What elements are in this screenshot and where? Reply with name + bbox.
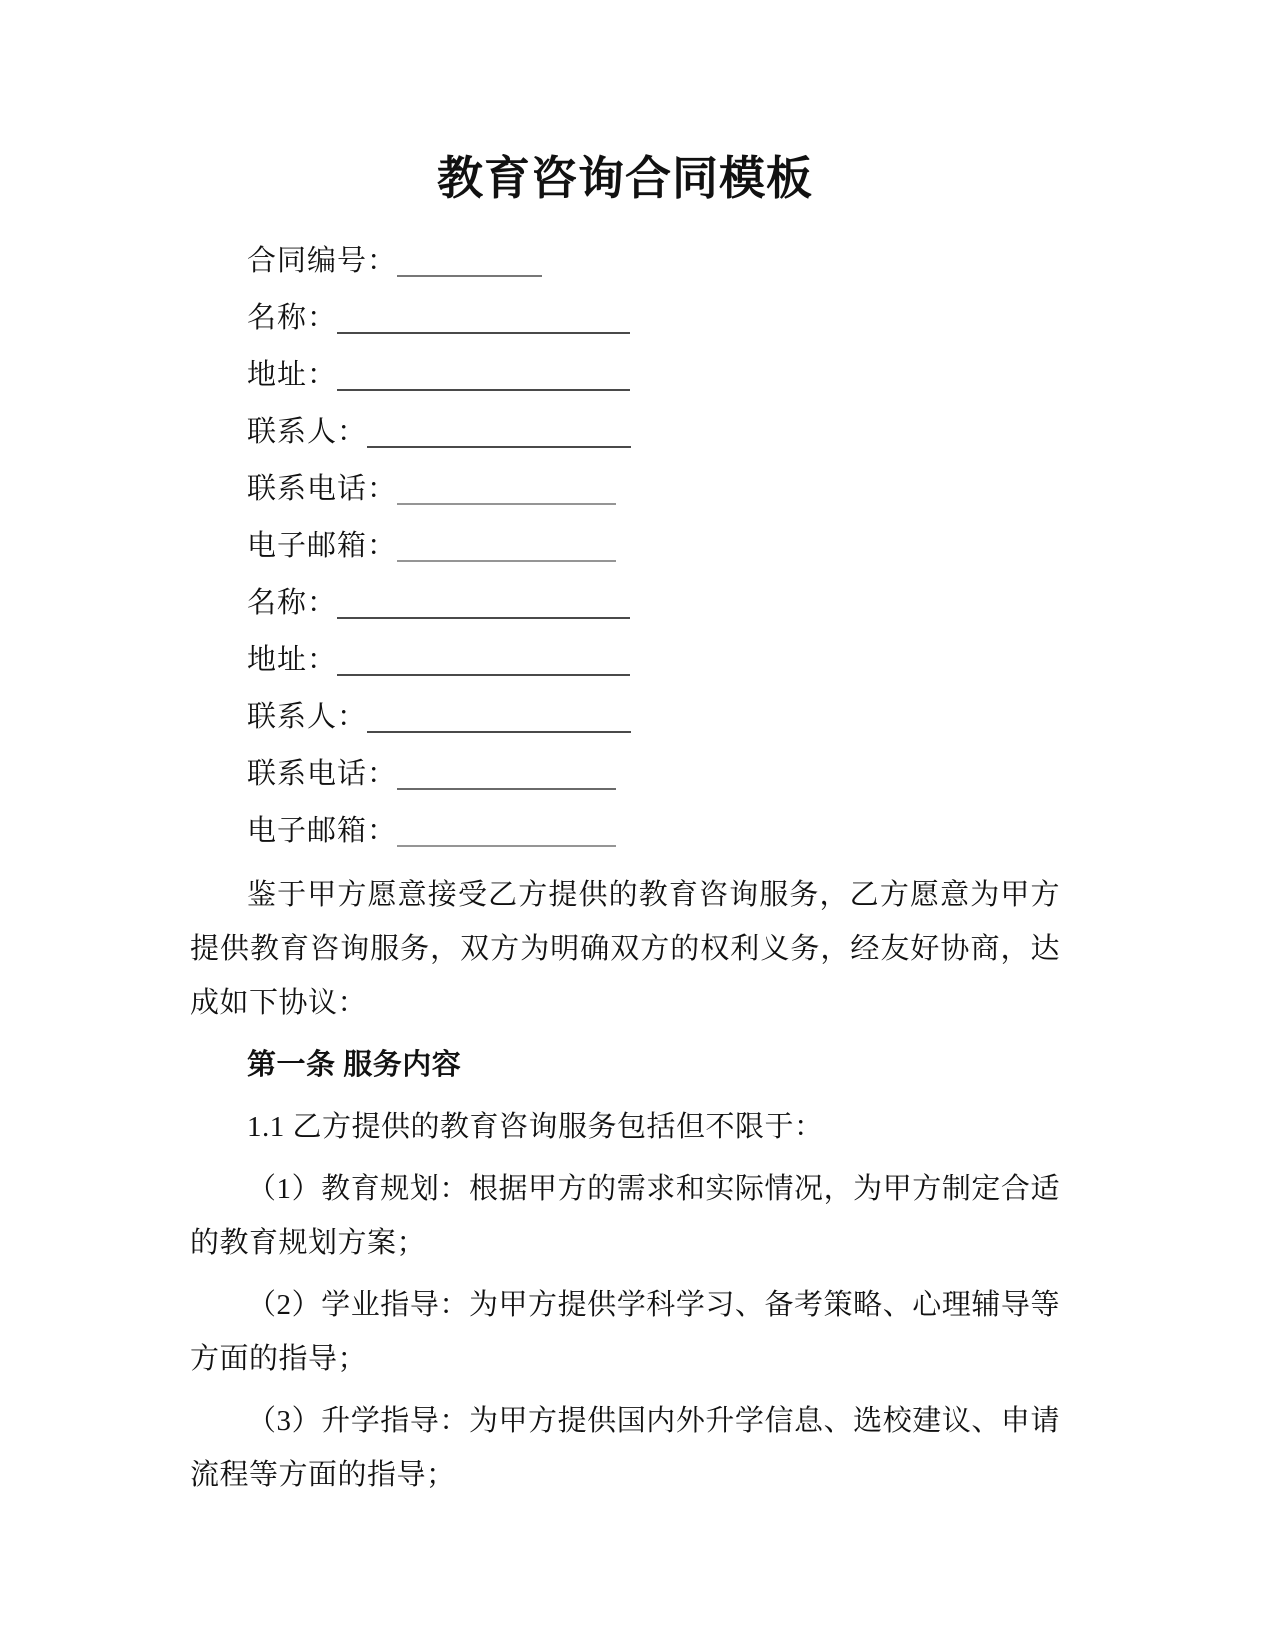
- field-row-contact-b: [190, 689, 1060, 746]
- field-row-name-b: [190, 575, 1060, 632]
- blank-line: [367, 445, 631, 448]
- blank-line: [337, 331, 630, 334]
- blank-line: [367, 730, 631, 733]
- blank-line: [397, 844, 616, 847]
- blank-line: [397, 274, 542, 277]
- field-label: 名称：: [247, 587, 338, 619]
- contract-fields-block: [190, 233, 1060, 860]
- field-label: 联系人：: [247, 416, 368, 448]
- contract-body: [190, 868, 1060, 1502]
- field-label: 电子邮箱：: [247, 530, 398, 562]
- blank-line: [397, 502, 616, 505]
- article-1-heading: 第一条 服务内容: [247, 1049, 462, 1081]
- document-title: 教育咨询合同模板: [437, 153, 813, 204]
- blank-line: [337, 673, 630, 676]
- field-label: 地址：: [247, 644, 338, 676]
- blank-line: [397, 559, 616, 562]
- field-label: 电子邮箱：: [247, 815, 398, 847]
- blank-line: [337, 388, 630, 391]
- clause-item-3: （3）升学指导：为甲方提供国内外升学信息、选校建议、申请流程等方面的指导；: [190, 1405, 1060, 1491]
- field-row-phone-b: [190, 746, 1060, 803]
- clause-1-1: 1.1 乙方提供的教育咨询服务包括但不限于：: [247, 1111, 824, 1143]
- preamble-paragraph: 鉴于甲方愿意接受乙方提供的教育咨询服务，乙方愿意为甲方提供教育咨询服务，双方为明确双方的权利义务，经友好协商，达成如下协议：: [190, 879, 1060, 1019]
- field-row-name-a: [190, 290, 1060, 347]
- field-label: 地址：: [247, 359, 338, 391]
- field-row-email-a: [190, 518, 1060, 575]
- blank-line: [337, 616, 630, 619]
- field-row-phone-a: [190, 461, 1060, 518]
- field-label: 联系电话：: [247, 758, 398, 790]
- clause-item-2: （2）学业指导：为甲方提供学科学习、备考策略、心理辅导等方面的指导；: [190, 1289, 1060, 1375]
- field-row-email-b: [190, 803, 1060, 860]
- field-row-address-b: [190, 632, 1060, 689]
- field-label: 名称：: [247, 302, 338, 334]
- field-label: 联系电话：: [247, 473, 398, 505]
- field-row-contact-a: [190, 404, 1060, 461]
- clause-item-1: （1）教育规划：根据甲方的需求和实际情况，为甲方制定合适的教育规划方案；: [190, 1173, 1060, 1259]
- field-label: 合同编号：: [247, 245, 398, 277]
- field-label: 联系人：: [247, 701, 368, 733]
- blank-line: [397, 787, 616, 790]
- field-row-contract-number: [190, 233, 1060, 290]
- field-row-address-a: [190, 347, 1060, 404]
